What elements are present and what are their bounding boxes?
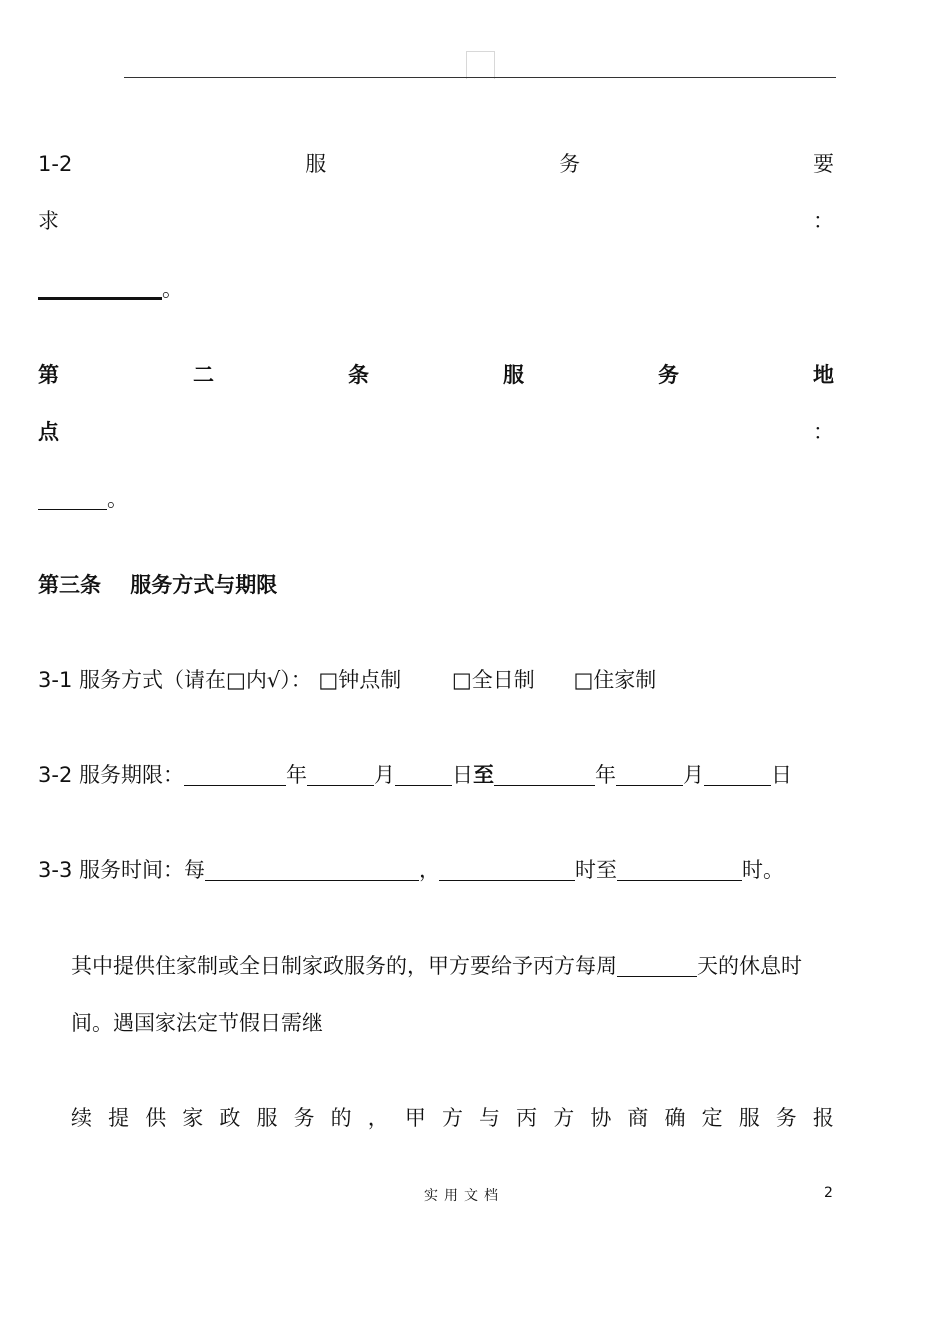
item-3-3-label: 3-3 服务时间：每	[38, 858, 205, 882]
text: 日	[451, 763, 473, 787]
text: 方	[553, 1106, 575, 1130]
text: 务	[658, 363, 679, 387]
text: 的	[330, 1106, 352, 1130]
text: 。	[162, 277, 183, 301]
article-3-title: 第三条 服务方式与期限	[38, 573, 278, 597]
text: 服	[503, 363, 524, 387]
text: 1-2	[38, 152, 73, 176]
text: 务	[293, 1106, 315, 1130]
text: 续	[71, 1106, 92, 1130]
text: 时至	[574, 858, 617, 882]
item-3-1	[38, 667, 656, 693]
text: 。	[107, 487, 128, 511]
text: 政	[219, 1106, 241, 1130]
text: 服	[738, 1106, 760, 1130]
text: ，	[418, 858, 440, 882]
text: 条	[348, 363, 369, 387]
header-rule	[124, 77, 836, 78]
text: 家	[182, 1106, 204, 1130]
text: 与	[479, 1106, 501, 1130]
start-hour-blank[interactable]	[439, 860, 575, 881]
text: 地	[813, 363, 834, 387]
text: 年	[594, 763, 616, 787]
text: 点	[38, 420, 59, 444]
end-hour-blank[interactable]	[617, 860, 742, 881]
service-period-blank[interactable]	[205, 860, 419, 881]
text: 务	[559, 152, 581, 176]
text: ：	[813, 209, 834, 233]
holiday-continued-line	[71, 1105, 834, 1131]
text: 提	[108, 1106, 130, 1130]
text: 协	[590, 1106, 612, 1130]
service-location-field	[38, 486, 128, 512]
end-year-blank[interactable]	[494, 765, 595, 786]
text: 至	[472, 763, 494, 787]
text: 月	[682, 763, 704, 787]
section-1-2-line2	[38, 208, 834, 234]
option-hourly[interactable]: □钟点制	[318, 668, 402, 692]
article-2-line2	[38, 419, 834, 445]
text: 日	[770, 763, 792, 787]
text: 丙	[516, 1106, 538, 1130]
text: 二	[193, 363, 214, 387]
text: 要	[812, 152, 834, 176]
service-requirement-blank[interactable]	[38, 277, 162, 300]
text: 第	[38, 363, 59, 387]
text: 时。	[741, 858, 784, 882]
service-requirement-field	[38, 276, 183, 302]
rest-day-line	[71, 953, 802, 979]
text: 服	[305, 152, 327, 176]
header-tab	[466, 51, 495, 79]
item-3-2	[38, 762, 792, 788]
text: 甲	[404, 1106, 426, 1130]
text: 方	[441, 1106, 463, 1130]
text: 天的休息时	[697, 954, 802, 978]
article-2-line1	[38, 362, 834, 388]
item-3-2-label: 3-2 服务期限：	[38, 763, 184, 787]
text: 务	[775, 1106, 797, 1130]
text: ，	[367, 1106, 389, 1130]
text: 服	[256, 1106, 278, 1130]
option-live-in[interactable]: □住家制	[573, 668, 657, 692]
text: 年	[285, 763, 307, 787]
service-location-blank[interactable]	[38, 489, 107, 510]
text: ：	[813, 420, 834, 444]
section-1-2-line1	[38, 151, 834, 177]
footer-label: 实用文档	[424, 1188, 504, 1204]
holiday-line: 间。遇国家法定节假日需继	[71, 1011, 323, 1035]
text: 求	[38, 209, 59, 233]
end-month-blank[interactable]	[616, 765, 683, 786]
page-number: 2	[824, 1185, 833, 1201]
text: 定	[701, 1106, 723, 1130]
item-3-1-label: 3-1 服务方式（请在□内√）：	[38, 668, 312, 692]
item-3-3	[38, 857, 784, 883]
option-full-day[interactable]: □全日制	[451, 668, 535, 692]
end-day-blank[interactable]	[704, 765, 771, 786]
text: 报	[812, 1106, 834, 1130]
text: 其中提供住家制或全日制家政服务的，甲方要给予丙方每周	[71, 954, 617, 978]
text: 月	[373, 763, 395, 787]
text: 供	[145, 1106, 167, 1130]
text: 确	[664, 1106, 686, 1130]
text: 商	[627, 1106, 649, 1130]
start-month-blank[interactable]	[307, 765, 374, 786]
rest-days-blank[interactable]	[617, 956, 697, 977]
start-day-blank[interactable]	[395, 765, 452, 786]
start-year-blank[interactable]	[184, 765, 286, 786]
